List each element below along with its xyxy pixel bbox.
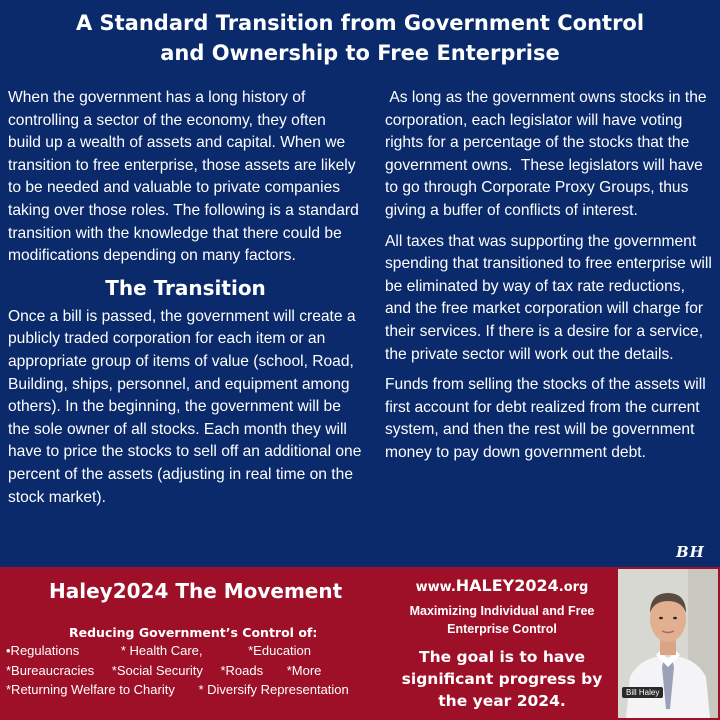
list-item: *Roads [220,662,264,678]
campaign-info [392,576,612,712]
portrait-photo [618,569,718,718]
website-prefix: www. [415,580,456,595]
left-column [8,87,363,509]
photo-caption: Bill Haley [622,687,663,698]
transition-subheading: The Transition [105,275,266,300]
taxes-paragraph: All taxes that was supporting the government spending that transitioned to free enterprise will be eliminated by way of tax rate reductions, and the free market corporation will charge for their services. If there is a desire for a service, the private sector will work out the details. [385,232,712,363]
website-name: HALEY2024 [455,576,559,595]
maximizing-tagline: Maximizing Individual and Free Enterprise Control [409,604,595,636]
list-item: •Regulations [6,643,80,658]
website-url [392,576,612,598]
list-item: *Bureaucracies [6,662,95,678]
list-item: *More [286,662,322,678]
funds-paragraph: Funds from selling the stocks of the assets will first account for debt realized from the current system, and then the rest will be government money to pay down government debt. [385,376,706,461]
movement-heading: Haley2024 The Movement [49,579,343,603]
transition-paragraph: Once a bill is passed, the government will create a publicly traded corporation for each item or an appropriate group of items of value (school, Road, Building, ships, personnel, and equipment among others). In the beginning, the government will be the sole owner of all stocks. Each month they will have to price the stocks to sell off an additional one percent of the assets (adjusting in real time on the stock market). [8,307,362,506]
list-row [6,680,363,700]
goal-statement: The goal is to have significant progress by the year 2024. [401,648,603,710]
signature-initials: BH [676,543,705,561]
list-row [6,641,363,661]
list-item: *Education [248,643,312,658]
list-item: *Returning Welfare to Charity [6,682,175,697]
website-suffix: .org [558,580,589,595]
title-line-2: and Ownership to Free Enterprise [160,41,560,65]
reducing-heading: Reducing Government’s Control of: [69,625,318,640]
list-item: * Diversify Representation [198,682,349,697]
title-line-1: A Standard Transition from Government Control [75,11,645,35]
list-item: *Social Security [111,662,203,678]
stock-voting-paragraph: As long as the government owns stocks in the corporation, each legislator will have voting rights for a percentage of the stocks that the government owns. These legislators will have to go through Corporate Proxy Groups, thus giving a buffer of conflicts of interest. [385,89,711,219]
list-item: * Health Care, [120,643,203,658]
right-column [385,87,715,465]
intro-paragraph: When the government has a long history of controlling a sector of the economy, they often build up a wealth of assets and capital. When we transition to free enterprise, those assets are likely to be needed and valuable to private companies taking over those roles. The following is a standard transition with the knowledge that there could be modifications depending on many factors. [8,89,359,265]
page-title [0,8,720,68]
list-row [6,661,363,681]
control-areas-list [6,641,363,700]
